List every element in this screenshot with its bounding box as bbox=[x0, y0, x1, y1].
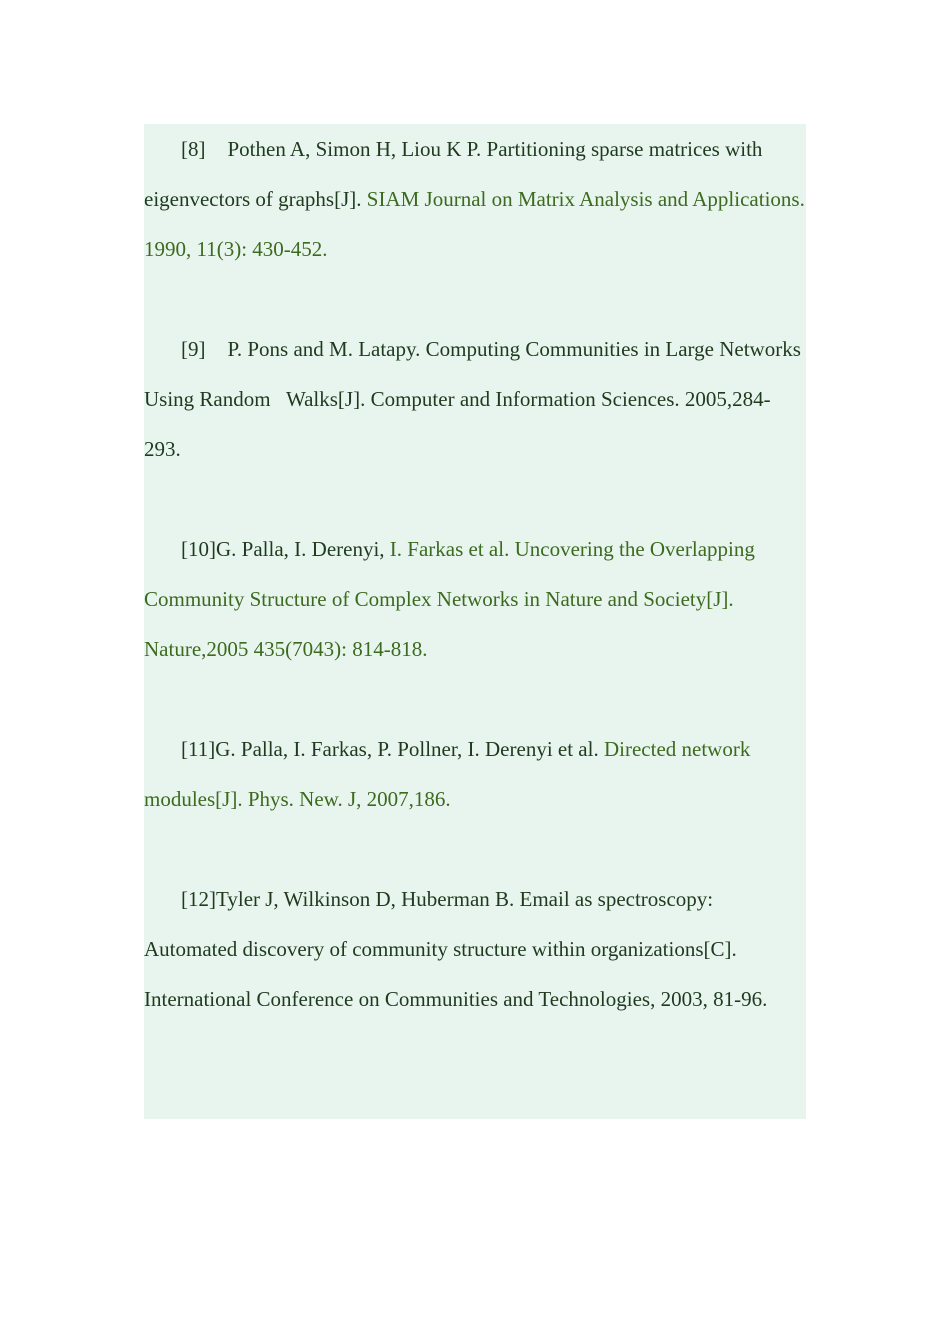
reference-authors: G. Palla, I. Farkas, P. Pollner, I. Derenyi et al. bbox=[215, 737, 599, 761]
reference-venue: Directed network modules[J]. Phys. New. J, 2007,186. bbox=[144, 737, 751, 811]
reference-authors: Pothen A, Simon H, Liou K P. bbox=[227, 137, 482, 161]
reference-authors: G. Palla, I. Derenyi, bbox=[216, 537, 385, 561]
reference-title: Computing Communities in Large Networks Using Random bbox=[144, 337, 801, 411]
reference-list bbox=[144, 124, 806, 1024]
reference-authors: Tyler J, Wilkinson D, Huberman B. bbox=[216, 887, 515, 911]
reference-authors: P. Pons and M. Latapy. bbox=[227, 337, 421, 361]
reference-title: Partitioning sparse matrices with eigenvectors of graphs[J]. bbox=[144, 137, 763, 211]
reference-item-11 bbox=[144, 724, 806, 824]
reference-number: [8] bbox=[181, 137, 206, 161]
reference-authors-highlighted: I. Farkas et al. bbox=[389, 537, 510, 561]
reference-item-12 bbox=[144, 874, 806, 1024]
reference-title-continued: Walks[J]. Computer and Information Sciences. 2005,284-293. bbox=[144, 387, 771, 461]
reference-title: Email as spectroscopy: Automated discovery of community structure within organizations[C]. International Conference on Communities and Technologies, 2003, 81-96. bbox=[144, 887, 768, 1011]
reference-number: [10] bbox=[181, 537, 216, 561]
reference-number: [9] bbox=[181, 337, 206, 361]
reference-number: [12] bbox=[181, 887, 216, 911]
reference-venue: SIAM Journal on Matrix Analysis and Applications. 1990, 11(3): 430-452. bbox=[144, 187, 805, 261]
reference-venue: Uncovering the Overlapping Community Structure of Complex Networks in Nature and Society[J]. Nature,2005 435(7043): 814-818. bbox=[144, 537, 755, 661]
reference-item-8 bbox=[144, 124, 806, 274]
reference-item-9 bbox=[144, 324, 806, 474]
reference-number: [11] bbox=[181, 737, 216, 761]
reference-item-10 bbox=[144, 524, 806, 674]
